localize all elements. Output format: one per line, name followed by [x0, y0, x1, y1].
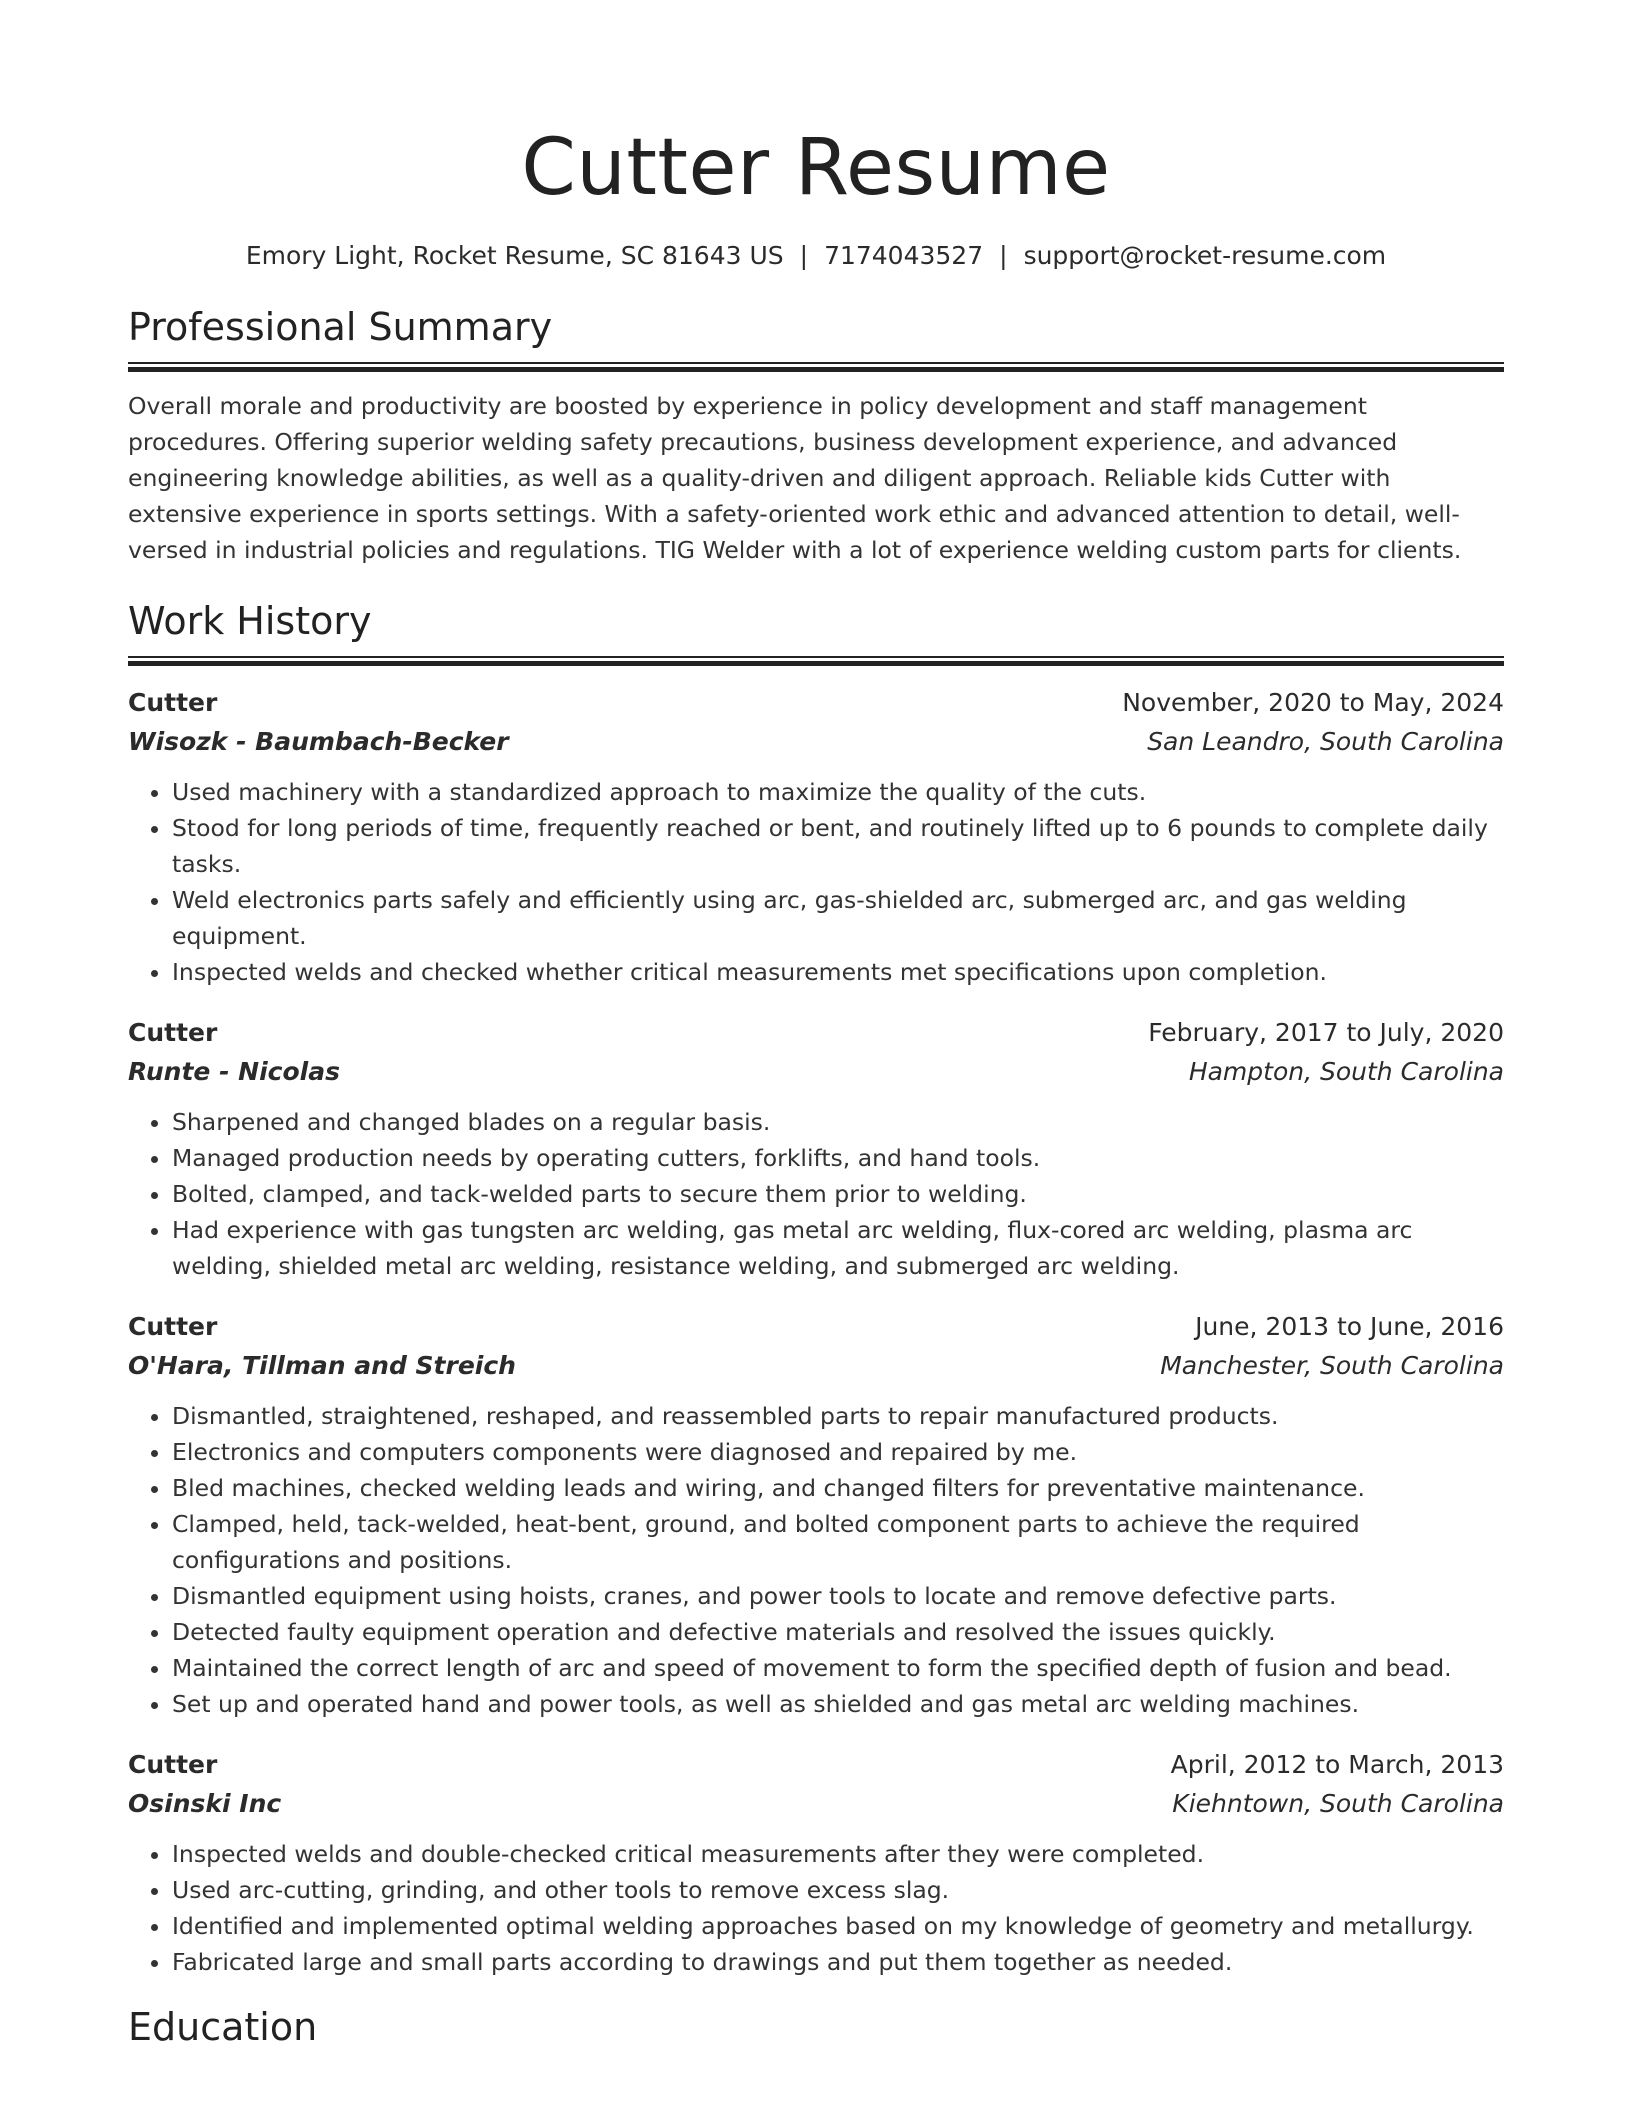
job-bullet: • Bolted, clamped, and tack-welded parts to secure them prior to welding. — [172, 1176, 1504, 1212]
resume-page — [128, 0, 1504, 2052]
job-title: Cutter — [128, 1750, 218, 1779]
section-title-education: Education — [128, 2005, 318, 2049]
contact-separator: | — [999, 241, 1008, 270]
section-divider — [128, 362, 1504, 372]
job-entry — [128, 1746, 1504, 1980]
section-title-work-history: Work History — [128, 599, 372, 643]
job-bullets — [128, 1836, 1504, 1980]
job-title: Cutter — [128, 1312, 218, 1341]
resume-name: Cutter Resume — [521, 123, 1111, 213]
section-divider — [128, 656, 1504, 666]
contact-separator: | — [799, 241, 809, 270]
contact-email: support@rocket-resume.com — [1023, 241, 1387, 270]
job-header — [128, 1746, 1504, 1784]
job-company: Wisozk - Baumbach-Becker — [128, 727, 509, 756]
job-bullet: • Identified and implemented optimal welding approaches based on my knowledge of geometry and metallurgy. — [172, 1908, 1504, 1944]
job-dates: November, 2020 to May, 2024 — [1122, 688, 1504, 717]
job-bullet: • Sharpened and changed blades on a regular basis. — [172, 1104, 1504, 1140]
job-bullet: • Detected faulty equipment operation and defective materials and resolved the issues quickly. — [172, 1614, 1504, 1650]
job-location: Manchester, South Carolina — [1160, 1351, 1504, 1380]
job-title: Cutter — [128, 1018, 218, 1047]
contact-phone: 7174043527 — [824, 241, 984, 270]
job-bullets — [128, 1104, 1504, 1284]
job-bullet: • Electronics and computers components were diagnosed and repaired by me. — [172, 1434, 1504, 1470]
job-dates: February, 2017 to July, 2020 — [1148, 1018, 1504, 1047]
job-bullet: • Had experience with gas tungsten arc welding, gas metal arc welding, flux-cored arc welding, plasma arc welding, shielded metal arc welding, resistance welding, and submerged arc welding. — [172, 1212, 1504, 1284]
job-bullets — [128, 774, 1504, 990]
job-entry — [128, 1308, 1504, 1722]
job-bullet: • Used machinery with a standardized approach to maximize the quality of the cuts. — [172, 774, 1504, 810]
job-bullet: • Maintained the correct length of arc and speed of movement to form the specified depth of fusion and bead. — [172, 1650, 1504, 1686]
job-bullets — [128, 1398, 1504, 1722]
job-header — [128, 1014, 1504, 1052]
job-bullet: • Dismantled, straightened, reshaped, and reassembled parts to repair manufactured products. — [172, 1398, 1504, 1434]
job-subheader — [128, 1052, 1504, 1092]
summary-text: Overall morale and productivity are boosted by experience in policy development and staff management procedures. Offering superior welding safety precautions, business development experience, and advanced engineering knowledge abilities, as well as a quality-driven and diligent approach. Reliable kids Cutter with extensive experience in sports settings. With a safety-oriented work ethic and advanced attention to detail, well-versed in industrial policies and regulations. TIG Welder with a lot of experience welding custom parts for clients. — [128, 392, 1462, 564]
job-bullet: • Inspected welds and double-checked critical measurements after they were completed. — [172, 1836, 1504, 1872]
job-bullet: • Weld electronics parts safely and efficiently using arc, gas-shielded arc, submerged arc, and gas welding equipment. — [172, 882, 1504, 954]
job-location: Hampton, South Carolina — [1188, 1057, 1504, 1086]
job-bullet: • Inspected welds and checked whether critical measurements met specifications upon completion. — [172, 954, 1504, 990]
job-subheader — [128, 722, 1504, 762]
job-bullet: • Clamped, held, tack-welded, heat-bent, ground, and bolted component parts to achieve the required configurations and positions. — [172, 1506, 1504, 1578]
job-bullet: • Stood for long periods of time, frequently reached or bent, and routinely lifted up to 6 pounds to complete daily tasks. — [172, 810, 1504, 882]
job-subheader — [128, 1346, 1504, 1386]
section-title-summary: Professional Summary — [128, 305, 553, 349]
job-subheader — [128, 1784, 1504, 1824]
job-entry — [128, 684, 1504, 990]
job-bullet: • Used arc-cutting, grinding, and other tools to remove excess slag. — [172, 1872, 1504, 1908]
job-location: Kiehntown, South Carolina — [1172, 1789, 1504, 1818]
job-entry — [128, 1014, 1504, 1284]
job-header — [128, 1308, 1504, 1346]
contact-line — [128, 238, 1504, 274]
job-bullet: • Managed production needs by operating cutters, forklifts, and hand tools. — [172, 1140, 1504, 1176]
job-header — [128, 684, 1504, 722]
job-title: Cutter — [128, 688, 218, 717]
job-company: Osinski Inc — [128, 1789, 282, 1818]
contact-address: Emory Light, Rocket Resume, SC 81643 US — [245, 241, 784, 270]
job-company: O'Hara, Tillman and Streich — [128, 1351, 516, 1380]
job-dates: April, 2012 to March, 2013 — [1170, 1750, 1504, 1779]
job-bullet: • Set up and operated hand and power tools, as well as shielded and gas metal arc welding machines. — [172, 1686, 1504, 1722]
job-bullet: • Fabricated large and small parts according to drawings and put them together as needed. — [172, 1944, 1504, 1980]
job-location: San Leandro, South Carolina — [1147, 727, 1504, 756]
job-company: Runte - Nicolas — [128, 1057, 340, 1086]
job-bullet: • Bled machines, checked welding leads and wiring, and changed filters for preventative maintenance. — [172, 1470, 1504, 1506]
job-bullet: • Dismantled equipment using hoists, cranes, and power tools to locate and remove defective parts. — [172, 1578, 1504, 1614]
job-dates: June, 2013 to June, 2016 — [1195, 1312, 1504, 1341]
